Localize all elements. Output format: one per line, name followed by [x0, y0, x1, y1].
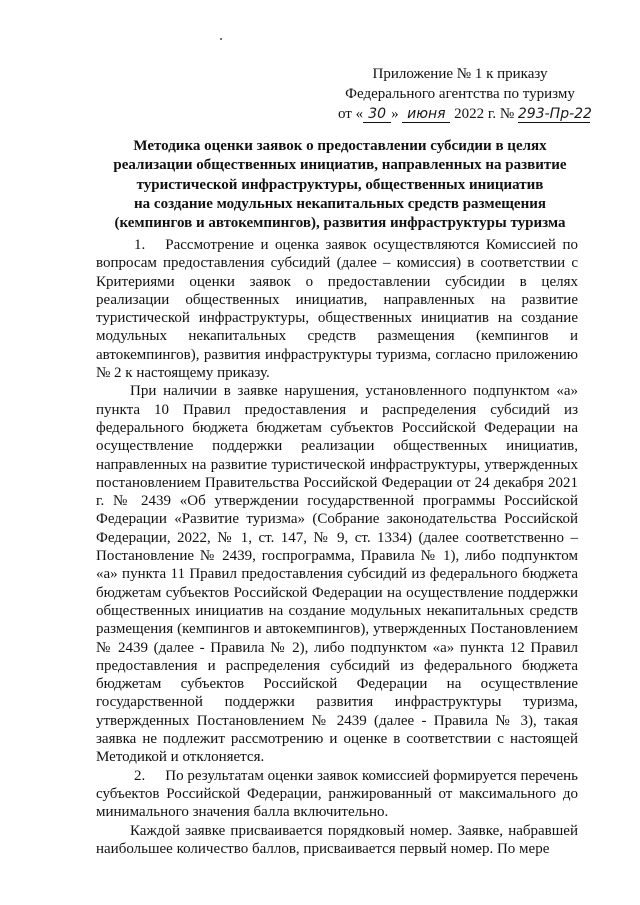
appendix-line-2: Федерального агентства по туризму — [345, 86, 575, 102]
appendix-header — [330, 64, 590, 124]
order-day-handwritten: 30 — [363, 106, 391, 123]
order-month-handwritten: июня — [402, 106, 450, 123]
title-line: (кемпингов и автокемпингов), развития инфраструктуры туризма — [114, 215, 566, 232]
appendix-line-1: Приложение № 1 к приказу — [372, 66, 548, 82]
order-date-sep: » — [391, 106, 403, 122]
title-line: Методика оценки заявок о предоставлении субсидии в целях — [133, 138, 547, 154]
appendix-line-3 — [330, 104, 590, 124]
document-title — [100, 137, 580, 233]
title-line: туристической инфраструктуры, общественных инициатив — [136, 176, 544, 193]
paragraph-number: 2. — [134, 767, 146, 784]
order-date-prefix: от « — [338, 106, 364, 122]
paragraph-2 — [96, 767, 578, 822]
order-year-text: 2022 г. № — [450, 106, 518, 122]
paragraph-1 — [96, 236, 578, 382]
paragraph-text: По результатам оценки заявок комиссией формируется перечень субъектов Российской Федерации, ранжированный от максимального до минимального значения балла включительно. — [96, 767, 578, 821]
scan-speck — [220, 38, 222, 40]
paragraph-text: При наличии в заявке нарушения, установленного подпунктом «а» пункта 10 Правил предоставления и распределения субсидий из федерального бюджета бюджетам субъектов Российской Федерации на осуществление поддержки реализации общественных инициатив, направленных на развитие туристической инфраструктуры, утвержденных постановлением Правительства Российской Федерации от 24 декабря 2021 г. № 2439 «Об утверждении государственной программы Российской Федерации «Развитие туризма» (Собрание законодательства Российской Федерации, 2022, № 1, ст. 147, № 9, ст. 1334) (далее соответственно – Постановление № 2439, госпрограмма, Правила № 1), либо подпунктом «а» пункта 11 Правил предоставления субсидий из федерального бюджета бюджетам субъектов Российской Федерации на осуществление поддержки общественных инициатив на создание модульных некапитальных средств размещения (кемпингов и автокемпингов), утвержденных Постановлением № 2439 (далее - Правила № 2), либо подпунктом «а» пункта 12 Правил предоставления и распределения субсидий из федерального бюджета бюджетам субъектов Российской Федерации на осуществление государственной поддержки развития инфраструктуры туризма, утвержденных Постановлением № 2439 (далее - Правила № 3), такая заявка не подлежит рассмотрению и оценке в соответствии с настоящей Методикой и отклоняется. — [96, 383, 578, 766]
order-number-handwritten: 293-Пр-22 — [517, 106, 592, 122]
paragraph-text: Каждой заявке присваивается порядковый номер. Заявке, набравшей наибольшее количество баллов, присваивается первый номер. По мере — [96, 822, 578, 857]
paragraph-number: 1. — [134, 237, 146, 253]
paragraph-violation — [96, 382, 578, 766]
document-body — [96, 236, 578, 858]
paragraph-numbering — [96, 822, 578, 859]
paragraph-text: Рассмотрение и оценка заявок осуществляются Комиссией по вопросам предоставления субсидий (далее – комиссия) в соответствии с Критериями оценки заявок о предоставлении субсидии в целях реализации общественных инициатив, направленных на развитие туристической инфраструктуры, общественных инициатив на создание модульных некапитальных средств размещения (кемпингов и автокемпингов), развития инфраструктуры туризма, согласно приложению № 2 к настоящему приказу. — [96, 237, 578, 382]
title-line: реализации общественных инициатив, направленных на развитие — [113, 157, 567, 174]
title-line: на создание модульных некапитальных средств размещения — [134, 195, 546, 212]
